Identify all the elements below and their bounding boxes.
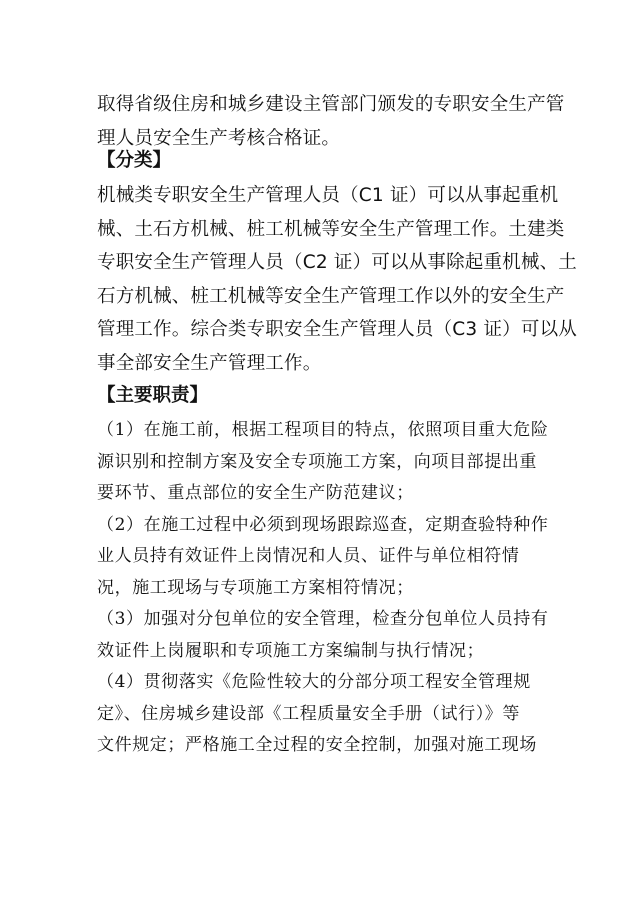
duties-line: （2）在施工过程中必须到现场跟踪巡查，定期查验特种作	[97, 514, 549, 535]
duties-line: 定》、住房城乡建设部《工程质量安全手册（试行）》等	[97, 703, 520, 724]
duties-line: 源识别和控制方案及安全专项施工方案，向项目部提出重	[97, 451, 537, 472]
intro-paragraph	[97, 88, 565, 155]
classification-line: 石方机械、桩工机械等安全生产管理工作以外的安全生产	[97, 285, 565, 307]
classification-line: 管理工作。综合类专职安全生产管理人员（C3 证）可以从	[97, 319, 577, 340]
duties-line: 要环节、重点部位的安全生产防范建议；	[97, 483, 414, 503]
classification-heading: 【分类】	[97, 150, 172, 171]
duties-paragraph	[97, 415, 547, 762]
classification-line: 事全部安全生产管理工作。	[97, 352, 322, 374]
duties-line: （1）在施工前，根据工程项目的特点，依照项目重大危险	[97, 420, 549, 440]
intro-line: 理人员安全生产考核合格证。	[97, 127, 341, 149]
duties-line: 况，施工现场与专项施工方案相符情况；	[97, 577, 414, 598]
intro-line: 取得省级住房和城乡建设主管部门颁发的专职安全生产管	[97, 94, 565, 115]
classification-line: 专职安全生产管理人员（C2 证）可以从事除起重机械、土	[97, 252, 577, 273]
duties-line: 文件规定；严格施工全过程的安全控制，加强对施工现场	[97, 735, 537, 755]
duties-line: 业人员持有效证件上岗情况和人员、证件与单位相符情	[97, 546, 520, 566]
duties-line: 效证件上岗履职和专项施工方案编制与执行情况；	[97, 640, 485, 661]
classification-paragraph	[97, 179, 577, 380]
classification-line: 械、土石方机械、桩工机械等安全生产管理工作。土建类	[97, 218, 565, 240]
duties-line: （4）贯彻落实《危险性较大的分部分项工程安全管理规	[97, 672, 531, 692]
duties-heading: 【主要职责】	[97, 385, 209, 406]
duties-line: （3）加强对分包单位的安全管理，检查分包单位人员持有	[97, 609, 549, 629]
classification-line: 机械类专职安全生产管理人员（C1 证）可以从事起重机	[97, 185, 559, 206]
